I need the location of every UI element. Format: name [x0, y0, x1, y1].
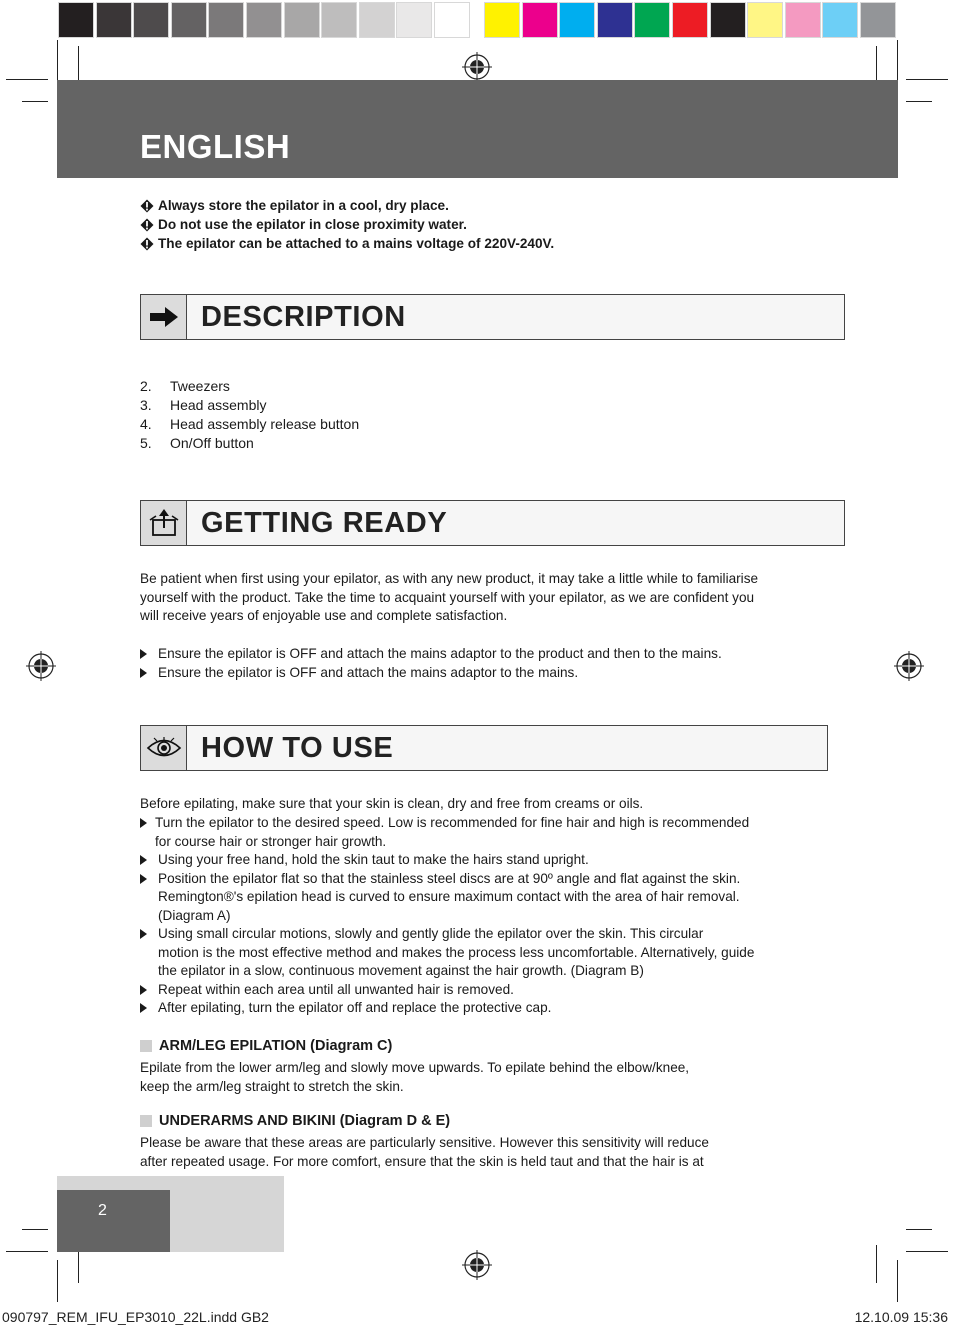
- how-to-use-intro: Before epilating, make sure that your skin is clean, dry and free from creams or oils.: [140, 796, 644, 811]
- text-line: motion is the most effective method and makes the process less uncomfortable. Alternatively, guide: [158, 944, 755, 960]
- item-label: Head assembly: [170, 396, 267, 413]
- color-swatch: [710, 2, 746, 38]
- box-unpack-icon: [141, 501, 187, 545]
- description-parts-list: [140, 376, 359, 452]
- process-color-bar: [484, 2, 898, 38]
- date-time-slug: 12.10.09 15:36: [854, 1309, 948, 1325]
- text-line: Using small circular motions, slowly and gently glide the epilator over the skin. This circular: [158, 926, 704, 941]
- color-swatch: [597, 2, 633, 38]
- color-swatch: [208, 2, 244, 38]
- list-item: [140, 999, 754, 1018]
- description-section-header: [140, 294, 845, 340]
- file-slug: 090797_REM_IFU_EP3010_22L.indd GB2: [2, 1309, 269, 1325]
- text-line: Be patient when first using your epilator, as with any new product, it may take a little while to familiarise: [140, 571, 759, 586]
- getting-ready-section-header: [140, 500, 845, 546]
- crop-mark: [57, 1260, 58, 1302]
- text-line: Position the epilator flat so that the stainless steel discs are at 90º angle and flat against the skin.: [158, 870, 741, 886]
- color-swatch: [359, 2, 395, 38]
- crop-mark: [906, 1229, 932, 1230]
- item-number: 2.: [140, 377, 152, 394]
- how-to-use-title: HOW TO USE: [201, 731, 394, 764]
- color-swatch: [434, 2, 470, 38]
- list-item: [140, 433, 359, 452]
- text-line: After epilating, turn the epilator off and replace the protective cap.: [158, 1000, 552, 1015]
- underarms-heading: [140, 1113, 450, 1129]
- crop-mark: [906, 101, 932, 102]
- subheading-text: UNDERARMS AND BIKINI (Diagram D & E): [159, 1113, 451, 1129]
- color-swatch: [634, 2, 670, 38]
- color-swatch: [522, 2, 558, 38]
- text-line: will receive years of enjoyable use and complete satisfaction.: [140, 608, 508, 623]
- color-swatch: [171, 2, 207, 38]
- text-line: Remington®'s epilation head is curved to ensure maximum contact with the area of hair removal.: [158, 889, 740, 904]
- item-number: 4.: [140, 415, 152, 432]
- eye-icon: [141, 726, 187, 770]
- color-swatch: [822, 2, 858, 38]
- text-line: Epilate from the lower arm/leg and slowly move upwards. To epilate behind the elbow/knee,: [140, 1060, 690, 1075]
- getting-ready-steps: [140, 645, 722, 682]
- arm-leg-text: [140, 1059, 689, 1096]
- text-line: for course hair or stronger hair growth.: [155, 833, 387, 849]
- gray-color-bar: [58, 2, 472, 38]
- warning-item: [140, 234, 554, 253]
- warning-diamond-icon: [140, 237, 154, 251]
- color-swatch: [559, 2, 595, 38]
- color-swatch: [284, 2, 320, 38]
- color-swatch: [860, 2, 896, 38]
- warning-item: [140, 215, 554, 234]
- how-to-use-steps: [140, 814, 754, 1018]
- crop-mark: [906, 1251, 948, 1252]
- warning-text: The epilator can be attached to a mains voltage of 220V-240V.: [158, 236, 555, 251]
- warning-text: Do not use the epilator in close proximity water.: [158, 217, 467, 232]
- text-line: after repeated usage. For more comfort, ensure that the skin is held taut and that the hair is at: [140, 1153, 704, 1169]
- warning-diamond-icon: [140, 199, 154, 213]
- registration-mark-icon: [462, 1250, 492, 1280]
- square-bullet-icon: [140, 1115, 152, 1127]
- warning-diamond-icon: [140, 218, 154, 232]
- crop-mark: [22, 1229, 48, 1230]
- getting-ready-title: GETTING READY: [201, 506, 448, 539]
- list-item: [140, 925, 754, 981]
- how-to-use-section-header: [140, 725, 828, 771]
- color-swatch: [96, 2, 132, 38]
- crop-mark: [906, 79, 948, 80]
- color-swatch: [672, 2, 708, 38]
- color-swatch: [58, 2, 94, 38]
- crop-mark: [22, 101, 48, 102]
- text-line: Please be aware that these areas are particularly sensitive. However this sensitivity will reduce: [140, 1135, 709, 1150]
- color-swatch: [396, 2, 432, 38]
- warning-item: [140, 196, 554, 215]
- color-swatch: [785, 2, 821, 38]
- text-line: Using your free hand, hold the skin taut to make the hairs stand upright.: [158, 852, 589, 867]
- crop-mark: [897, 1260, 898, 1302]
- list-item: Ensure the epilator is OFF and attach the mains adaptor to the product and then to the mains.: [140, 645, 722, 664]
- item-label: Tweezers: [170, 377, 230, 394]
- page-number-box-dark: [57, 1190, 170, 1252]
- color-swatch: [321, 2, 357, 38]
- list-item: Ensure the epilator is OFF and attach the mains adaptor to the mains.: [140, 664, 722, 683]
- list-item: [140, 870, 754, 926]
- page-number: 2: [98, 1202, 107, 1219]
- color-swatch: [747, 2, 783, 38]
- crop-mark: [876, 1245, 877, 1283]
- list-item: [140, 814, 754, 851]
- text-line: yourself with the product. Take the time to acquaint yourself with your epilator, as we are confident you: [140, 589, 755, 605]
- registration-mark-icon: [462, 52, 492, 82]
- arm-leg-heading: [140, 1038, 392, 1054]
- color-swatch: [246, 2, 282, 38]
- registration-mark-icon: [26, 651, 56, 681]
- text-line: (Diagram A): [158, 907, 231, 923]
- list-item: [140, 395, 359, 414]
- item-label: Head assembly release button: [170, 415, 360, 432]
- description-title: DESCRIPTION: [201, 300, 406, 333]
- warning-list: [140, 196, 554, 253]
- warning-text: Always store the epilator in a cool, dry place.: [158, 198, 449, 213]
- crop-mark: [6, 1251, 48, 1252]
- language-title: ENGLISH: [140, 128, 291, 165]
- color-swatch: [484, 2, 520, 38]
- crop-mark: [6, 79, 48, 80]
- text-line: the epilator in a slow, continuous movement against the hair growth. (Diagram B): [158, 963, 644, 978]
- text-line: Turn the epilator to the desired speed. Low is recommended for fine hair and high is recommended: [155, 815, 750, 830]
- list-item: [140, 376, 359, 395]
- list-item: [140, 981, 754, 1000]
- list-item: [140, 414, 359, 433]
- item-number: 3.: [140, 396, 152, 413]
- text-line: Repeat within each area until all unwanted hair is removed.: [158, 981, 514, 997]
- subheading-text: ARM/LEG EPILATION (Diagram C): [159, 1038, 393, 1054]
- square-bullet-icon: [140, 1040, 152, 1052]
- item-label: On/Off button: [170, 434, 254, 451]
- color-swatch: [133, 2, 169, 38]
- text-line: keep the arm/leg straight to stretch the skin.: [140, 1078, 404, 1094]
- item-number: 5.: [140, 434, 152, 451]
- list-item: [140, 851, 754, 870]
- getting-ready-intro: [140, 570, 758, 626]
- arrow-right-icon: [141, 295, 187, 339]
- underarms-text: [140, 1134, 709, 1171]
- registration-mark-icon: [894, 651, 924, 681]
